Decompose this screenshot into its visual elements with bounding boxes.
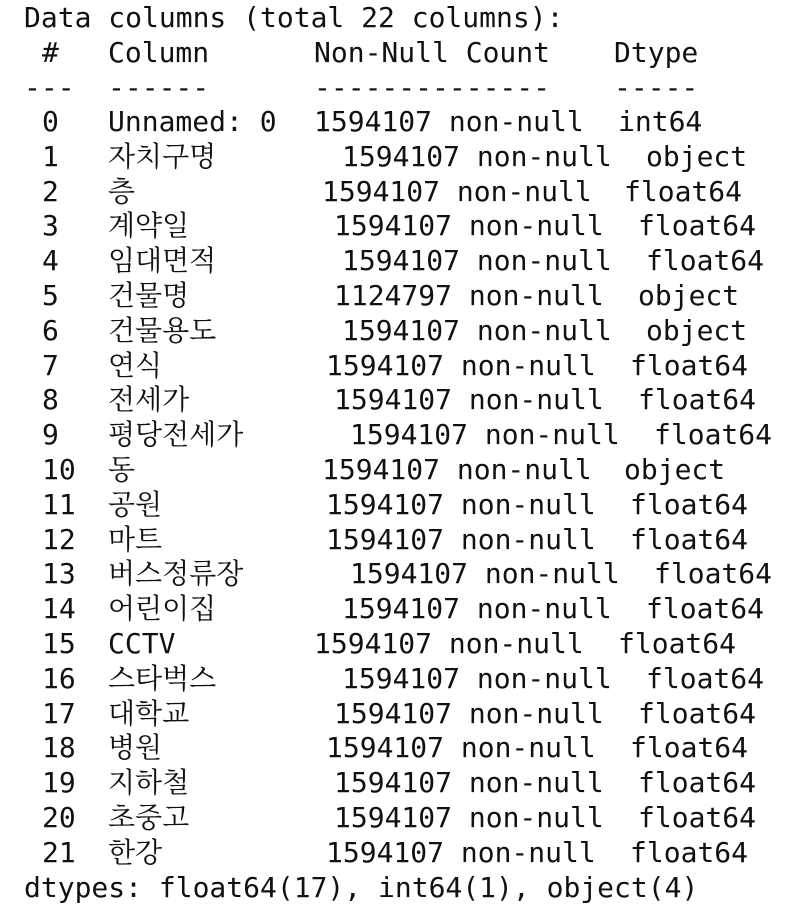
row-column-name: 한강	[108, 835, 163, 869]
row-column-name: CCTV	[108, 627, 176, 660]
row-column-name: 건물명	[108, 279, 190, 312]
row-non-null-count: 1594107 non-null	[322, 174, 592, 208]
row-non-null-count: 1594107 non-null	[322, 453, 592, 486]
row-index: 16	[42, 661, 76, 695]
row-index: 19	[42, 766, 76, 800]
row-column-name: 동	[108, 453, 136, 486]
table-row	[24, 730, 794, 765]
row-dtype: object	[646, 139, 748, 173]
table-row	[24, 417, 794, 452]
row-non-null-count: 1594107 non-null	[334, 209, 604, 243]
row-non-null-count: 1594107 non-null	[334, 383, 604, 417]
row-dtype: float64	[646, 661, 765, 695]
row-column-name: 어린이집	[108, 592, 217, 626]
row-non-null-count: 1594107 non-null	[350, 418, 620, 452]
row-dtype: object	[646, 313, 748, 347]
header-column: Column	[108, 36, 210, 69]
table-row	[24, 139, 794, 174]
row-dtype: float64	[638, 766, 757, 800]
table-row	[24, 661, 794, 696]
row-non-null-count: 1594107 non-null	[342, 244, 612, 278]
row-non-null-count: 1594107 non-null	[326, 731, 596, 765]
row-column-name: 평당전세가	[108, 418, 244, 452]
row-dtype: float64	[638, 209, 757, 243]
table-row	[24, 522, 794, 557]
row-non-null-count: 1594107 non-null	[342, 139, 612, 173]
row-dtype: float64	[630, 348, 749, 382]
row-column-name: 초중고	[108, 801, 190, 834]
row-index: 6	[42, 313, 59, 347]
row-dtype: float64	[638, 383, 757, 417]
row-column-name: 계약일	[108, 209, 190, 243]
table-header-row	[24, 35, 794, 70]
separator-count: --------------	[314, 71, 551, 104]
row-non-null-count: 1594107 non-null	[314, 105, 584, 138]
row-index: 3	[42, 209, 59, 243]
row-dtype: float64	[638, 696, 757, 730]
row-index: 18	[42, 731, 76, 765]
row-dtype: float64	[654, 557, 773, 591]
row-index: 11	[42, 487, 76, 521]
row-column-name: 연식	[108, 348, 163, 382]
row-index: 0	[42, 105, 59, 138]
separator-column: ------	[108, 71, 210, 104]
row-non-null-count: 1594107 non-null	[334, 766, 604, 800]
row-column-name: 스타벅스	[108, 661, 217, 695]
row-dtype: float64	[630, 835, 749, 869]
row-column-name: 버스정류장	[108, 557, 244, 591]
row-index: 13	[42, 557, 76, 591]
row-column-name: 전세가	[108, 383, 190, 417]
header-count: Non-Null Count	[314, 36, 551, 69]
row-non-null-count: 1594107 non-null	[342, 661, 612, 695]
table-row	[24, 174, 794, 209]
row-column-name: 공원	[108, 487, 163, 521]
row-column-name: Unnamed: 0	[108, 105, 277, 138]
row-dtype: float64	[646, 592, 765, 626]
row-non-null-count: 1124797 non-null	[334, 279, 604, 312]
separator-index: ---	[24, 71, 75, 104]
row-column-name: 건물용도	[108, 313, 217, 347]
row-column-name: 지하철	[108, 766, 190, 800]
row-index: 14	[42, 592, 76, 626]
row-non-null-count: 1594107 non-null	[350, 557, 620, 591]
row-non-null-count: 1594107 non-null	[326, 487, 596, 521]
info-header-line: Data columns (total 22 columns):	[24, 1, 564, 34]
header-index: #	[42, 36, 59, 69]
row-index: 1	[42, 139, 59, 173]
row-non-null-count: 1594107 non-null	[314, 627, 584, 660]
row-dtype: float64	[624, 174, 743, 208]
table-row	[24, 243, 794, 278]
row-index: 21	[42, 835, 76, 869]
table-row	[24, 835, 794, 870]
table-row	[24, 556, 794, 591]
table-row	[24, 452, 794, 487]
table-row	[24, 278, 794, 313]
separator-row	[24, 70, 794, 105]
row-dtype: float64	[638, 801, 757, 834]
row-index: 4	[42, 244, 59, 278]
table-row	[24, 348, 794, 383]
row-index: 5	[42, 279, 59, 312]
row-dtype: object	[624, 453, 726, 486]
header-dtype: Dtype	[614, 36, 699, 69]
row-non-null-count: 1594107 non-null	[334, 801, 604, 834]
row-column-name: 자치구명	[108, 139, 217, 173]
row-dtype: int64	[618, 105, 703, 138]
row-dtype: object	[638, 279, 740, 312]
row-column-name: 마트	[108, 522, 163, 556]
row-dtype: float64	[654, 418, 773, 452]
row-index: 9	[42, 418, 59, 452]
row-index: 2	[42, 174, 59, 208]
row-non-null-count: 1594107 non-null	[326, 522, 596, 556]
row-column-name: 병원	[108, 731, 163, 765]
row-column-name: 임대면적	[108, 244, 217, 278]
row-index: 10	[42, 453, 76, 486]
row-index: 20	[42, 801, 76, 834]
row-index: 15	[42, 627, 76, 660]
row-non-null-count: 1594107 non-null	[342, 592, 612, 626]
table-row	[24, 382, 794, 417]
row-dtype: float64	[630, 522, 749, 556]
row-non-null-count: 1594107 non-null	[326, 348, 596, 382]
row-index: 8	[42, 383, 59, 417]
table-row	[24, 104, 794, 139]
row-dtype: float64	[646, 244, 765, 278]
row-non-null-count: 1594107 non-null	[342, 313, 612, 347]
separator-dtype: -----	[614, 71, 699, 104]
row-non-null-count: 1594107 non-null	[334, 696, 604, 730]
table-row	[24, 208, 794, 243]
table-row	[24, 800, 794, 835]
row-index: 12	[42, 522, 76, 556]
table-row	[24, 626, 794, 661]
row-column-name: 대학교	[108, 696, 190, 730]
row-dtype: float64	[618, 627, 737, 660]
row-dtype: float64	[630, 731, 749, 765]
table-row	[24, 765, 794, 800]
table-row	[24, 696, 794, 731]
row-dtype: float64	[630, 487, 749, 521]
dtypes-summary: dtypes: float64(17), int64(1), object(4)	[24, 870, 699, 904]
row-index: 17	[42, 696, 76, 730]
row-column-name: 층	[108, 174, 136, 208]
row-non-null-count: 1594107 non-null	[326, 835, 596, 869]
row-index: 7	[42, 348, 59, 382]
table-row	[24, 313, 794, 348]
table-row	[24, 591, 794, 626]
table-row	[24, 487, 794, 522]
